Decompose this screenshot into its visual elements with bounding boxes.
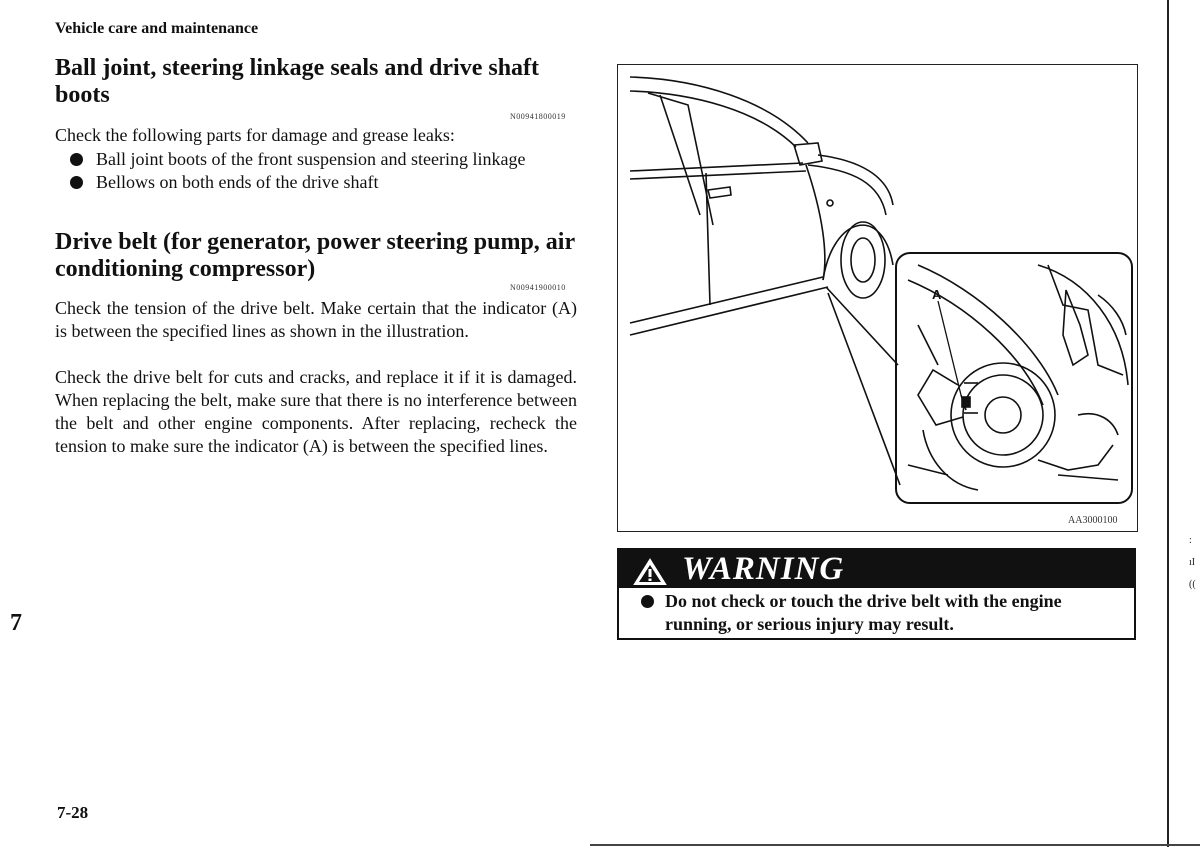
warning-text: Do not check or touch the drive belt with the engine running, or serious injury may result.: [665, 591, 1062, 634]
page-edge-rule: [1167, 0, 1169, 847]
bullet-icon: [70, 176, 83, 189]
page-number: 7-28: [57, 803, 89, 822]
chapter-number: 7: [10, 610, 22, 636]
warning-item: [641, 590, 1121, 636]
section-title-ball-joint: Ball joint, steering linkage seals and drive shaft boots: [55, 55, 540, 108]
edge-marks: : ıI ((: [1189, 535, 1196, 590]
figure-code: AA3000100: [1068, 515, 1118, 526]
paragraph-inspection: Check the drive belt for cuts and cracks, and replace it if it is damaged. When replacing the belt, make sure that there is no interference between the belt and other engine components. After replacing, recheck the tension to make sure the indicator (A) is between the specified lines.: [55, 367, 577, 456]
warning-header: [619, 550, 1134, 588]
section-intro: Check the following parts for damage and grease leaks:: [55, 125, 455, 145]
running-head: Vehicle care and maintenance: [55, 20, 259, 37]
warning-triangle-icon: [633, 558, 667, 586]
warning-box: [617, 548, 1136, 640]
bullet-icon: [70, 153, 83, 166]
bottom-rule: [590, 844, 1200, 846]
section-code: N00941800019: [510, 112, 566, 121]
indicator-label: A: [932, 287, 942, 302]
list-item: Ball joint boots of the front suspension and steering linkage: [70, 148, 577, 171]
illustration-frame: [617, 64, 1138, 532]
bullet-icon: [641, 595, 654, 608]
warning-title: WARNING: [682, 551, 845, 587]
section-title-drive-belt: Drive belt (for generator, power steering pump, air conditioning compressor): [55, 229, 575, 282]
list-item: Bellows on both ends of the drive shaft: [70, 171, 577, 194]
car-engine-illustration: [618, 65, 1137, 531]
paragraph-tension: Check the tension of the drive belt. Make certain that the indicator (A) is between the specified lines as shown in the illustration.: [55, 298, 577, 341]
inspection-list: [70, 148, 577, 194]
section-code: N00941900010: [510, 283, 566, 292]
